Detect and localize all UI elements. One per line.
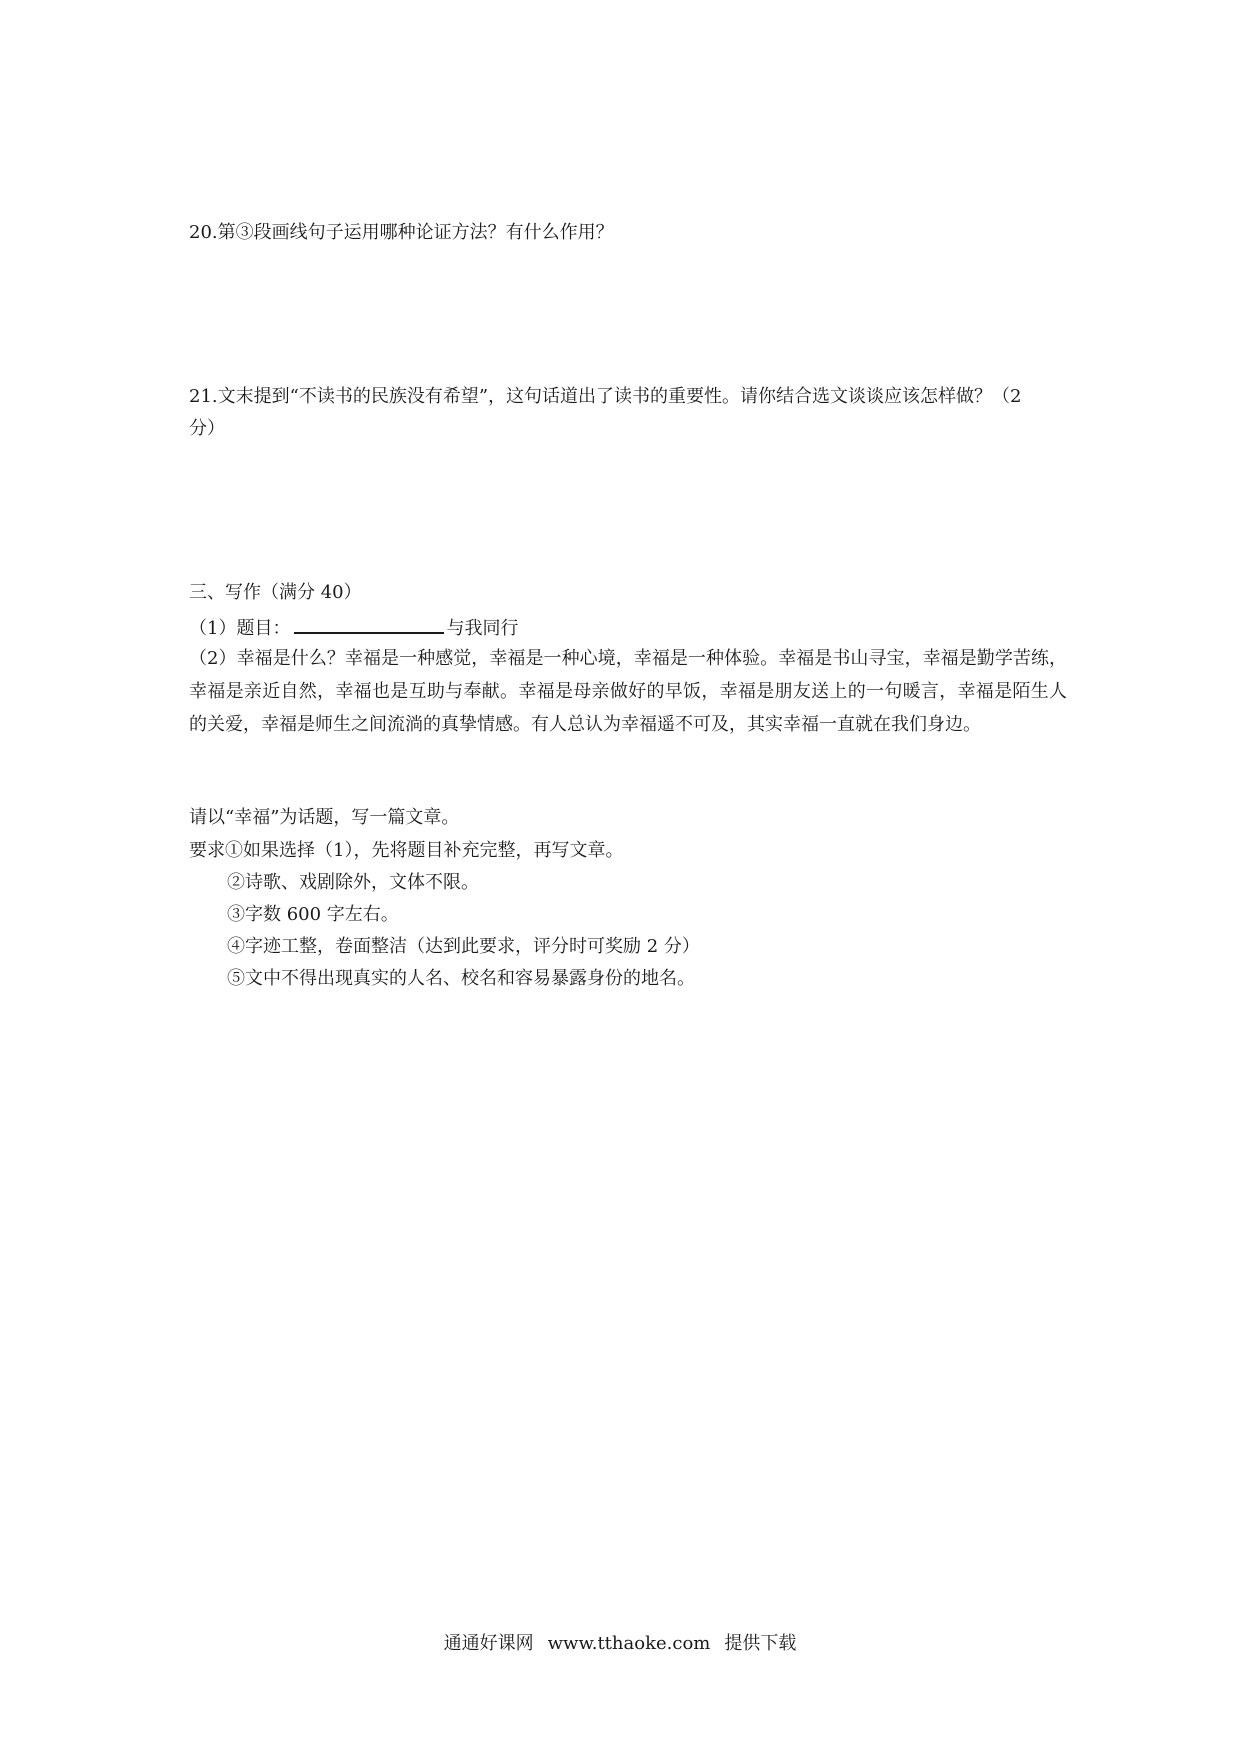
requirement-1: 要求①如果选择（1），先将题目补充完整，再写文章。	[189, 840, 624, 861]
question-21-line-2: 分）	[189, 418, 225, 439]
requirement-4: ④字迹工整，卷面整洁（达到此要求，评分时可奖励 2 分）	[227, 936, 700, 957]
writing-prompt: 请以“幸福”为话题，写一篇文章。	[189, 807, 460, 828]
footer-site-name: 通通好课网	[443, 1633, 534, 1654]
title-blank-line	[294, 614, 444, 634]
writing-option-2: （2）幸福是什么？幸福是一种感觉，幸福是一种心境，幸福是一种体验。幸福是书山寻宝，幸福是勤学苦练，幸福是亲近自然，幸福也是互助与奉献。幸福是母亲做好的早饭，幸福是朋友送上的一句暖言，幸福是陌生人的关爱，幸福是师生之间流淌的真挚情感。有人总认为幸福遥不可及，其实幸福一直就在我们身边。	[189, 648, 1067, 735]
question-21-line-1: 21.文末提到“不读书的民族没有希望”，这句话道出了读书的重要性。请你结合选文谈谈应该怎样做？（2	[189, 386, 1022, 407]
writing-section-heading: 三、写作（满分 40）	[189, 582, 362, 603]
requirement-3: ③字数 600 字左右。	[227, 904, 399, 925]
writing-option-1	[189, 614, 518, 641]
option-1-prefix: （1）题目：	[189, 618, 291, 639]
requirement-5: ⑤文中不得出现真实的人名、校名和容易暴露身份的地名。	[227, 968, 695, 989]
footer-url: www.tthaoke.com	[547, 1633, 711, 1654]
question-20: 20.第③段画线句子运用哪种论证方法？有什么作用？	[189, 222, 614, 243]
requirement-2: ②诗歌、戏剧除外，文体不限。	[227, 872, 479, 893]
option-1-suffix: 与我同行	[446, 618, 519, 639]
page-footer	[0, 1632, 1240, 1656]
footer-tagline: 提供下载	[724, 1633, 797, 1654]
